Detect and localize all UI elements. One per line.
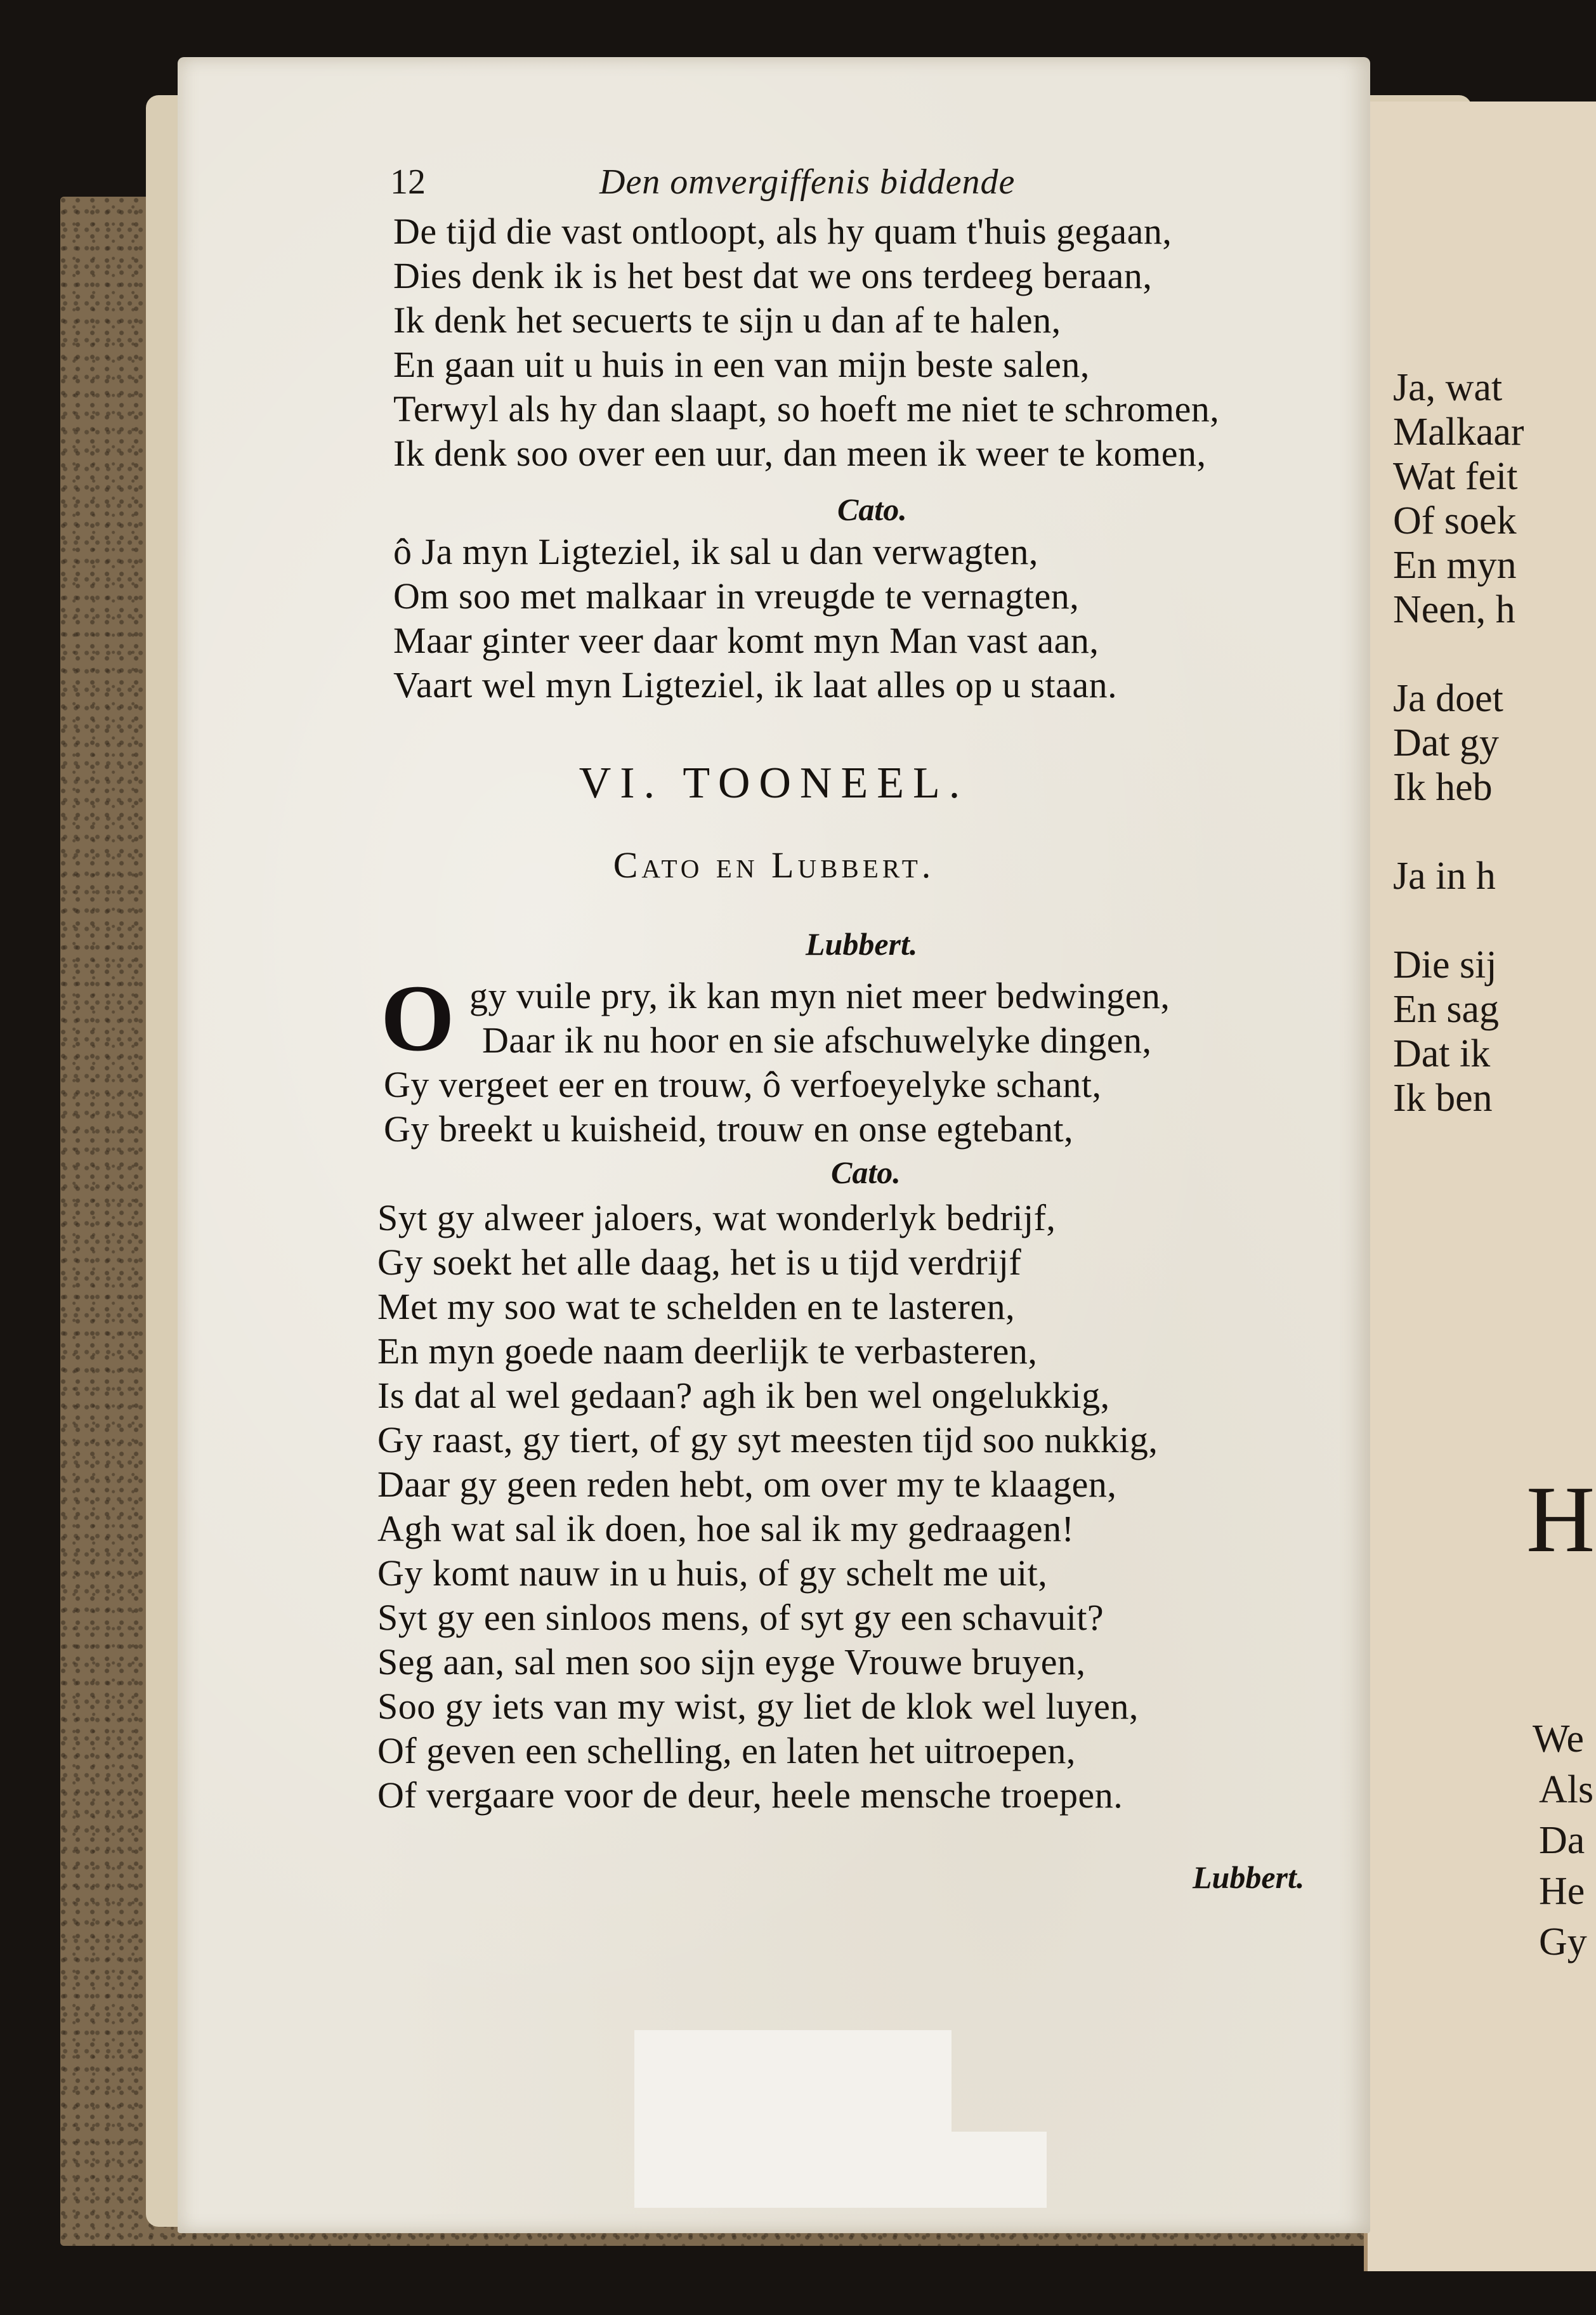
verse-line: Gy raast, gy tiert, of gy syt meesten tijd soo nukkig, [377, 1419, 1158, 1460]
facing-line: Ja doet [1393, 677, 1503, 720]
verse-line: Seg aan, sal men soo sijn eyge Vrouwe bruyen, [377, 1641, 1086, 1682]
verse-line: Syt gy een sinloos mens, of syt gy een schavuit? [377, 1597, 1104, 1638]
facing-line: En myn [1393, 544, 1517, 587]
verse-line: Gy breekt u kuisheid, trouw en onse egtebant, [384, 1108, 1074, 1150]
facing-line: En sag [1393, 988, 1500, 1031]
facing-line: Ja, wat [1393, 366, 1503, 409]
verse-block-1 [393, 209, 1219, 476]
verse-line: Dies denk ik is het best dat we ons terdeeg beraan, [393, 255, 1153, 296]
verse-line: Maar ginter veer daar komt myn Man vast aan, [393, 620, 1099, 661]
speaker-name: Cato. [831, 1155, 901, 1190]
verse-line: De tijd die vast ontloopt, als hy quam t'huis gegaan, [393, 211, 1172, 252]
verse-block-4 [377, 1196, 1158, 1818]
verse-line: ô Ja myn Ligteziel, ik sal u dan verwagten, [393, 531, 1038, 572]
verse-line: Gy vergeet eer en trouw, ô verfoeyelyke schant, [384, 1064, 1102, 1105]
verse-line: Met my soo wat te schelden en te lasteren, [377, 1286, 1016, 1327]
facing-page [1364, 102, 1596, 2271]
facing-line: Gy [1539, 1920, 1587, 1964]
verse-block-2 [393, 530, 1117, 707]
facing-line: Ik ben [1393, 1077, 1493, 1120]
verse-line: Om soo met malkaar in vreugde te vernagten, [393, 575, 1080, 617]
verse-line: Syt gy alweer jaloers, wat wonderlyk bedrijf, [377, 1197, 1056, 1238]
facing-line: Wat feit [1393, 455, 1518, 498]
verse-line: Vaart wel myn Ligteziel, ik laat alles op u staan. [393, 664, 1118, 705]
speaker-name: Cato. [837, 492, 907, 527]
drop-cap: O [381, 966, 455, 1071]
verse-block-3b [384, 1063, 1101, 1151]
running-head [390, 162, 1291, 213]
verse-line: En gaan uit u huis in een van mijn beste salen, [393, 344, 1090, 385]
scene-characters: Cato en Lubbert. [613, 844, 935, 886]
verse-line: Ik denk het secuerts te sijn u dan af te halen, [393, 299, 1061, 341]
verse-line: Agh wat sal ik doen, hoe sal ik my gedraagen! [377, 1508, 1075, 1549]
speaker-name: Lubbert. [806, 926, 918, 962]
facing-line: Dat ik [1393, 1032, 1491, 1075]
verse-line: Is dat al wel gedaan? agh ik ben wel ongelukkig, [377, 1375, 1110, 1416]
facing-line: Neen, h [1393, 588, 1515, 631]
running-title: Den omvergiffenis biddende [599, 162, 1016, 202]
facing-line: Of soek [1393, 499, 1517, 542]
facing-line: Da [1539, 1819, 1585, 1862]
facing-big-initial: H [1526, 1467, 1595, 1572]
facing-line: Die sij [1393, 943, 1497, 987]
scene-heading: VI. TOONEEL. [579, 759, 969, 808]
verse-line: Of vergaare voor de deur, heele mensche troepen. [377, 1774, 1123, 1816]
verse-line: gy vuile pry, ik kan myn niet meer bedwingen, [469, 975, 1170, 1016]
facing-line: Ik heb [1393, 766, 1493, 809]
facing-line: He [1539, 1870, 1585, 1913]
verse-line: En myn goede naam deerlijk te verbasteren, [377, 1330, 1038, 1372]
verse-line: Of geven een schelling, en laten het uitroepen, [377, 1730, 1076, 1771]
facing-line: Malkaar [1393, 410, 1524, 454]
paper-slip [634, 2030, 952, 2208]
page-number: 12 [390, 162, 426, 202]
facing-line: Als [1539, 1768, 1594, 1811]
verse-line: Ik denk soo over een uur, dan meen ik weer te komen, [393, 433, 1207, 474]
verse-line: Gy soekt het alle daag, het is u tijd verdrijf [377, 1242, 1022, 1283]
verse-line: Terwyl als hy dan slaapt, so hoeft me niet te schromen, [393, 388, 1220, 430]
facing-line: Ja in h [1393, 855, 1496, 898]
paper-slip [952, 2132, 1047, 2208]
speaker-name: Lubbert. [1193, 1859, 1305, 1895]
facing-line: We [1533, 1717, 1585, 1761]
verse-line: Daar gy geen reden hebt, om over my te klaagen, [377, 1464, 1117, 1505]
verse-line: Gy komt nauw in u huis, of gy schelt me uit, [377, 1552, 1048, 1594]
verse-line: Daar ik nu hoor en sie afschuwelyke dingen, [482, 1020, 1152, 1061]
verse-block-3a [469, 974, 1170, 1063]
facing-line: Dat gy [1393, 721, 1500, 764]
verse-line: Soo gy iets van my wist, gy liet de klok wel luyen, [377, 1686, 1139, 1727]
